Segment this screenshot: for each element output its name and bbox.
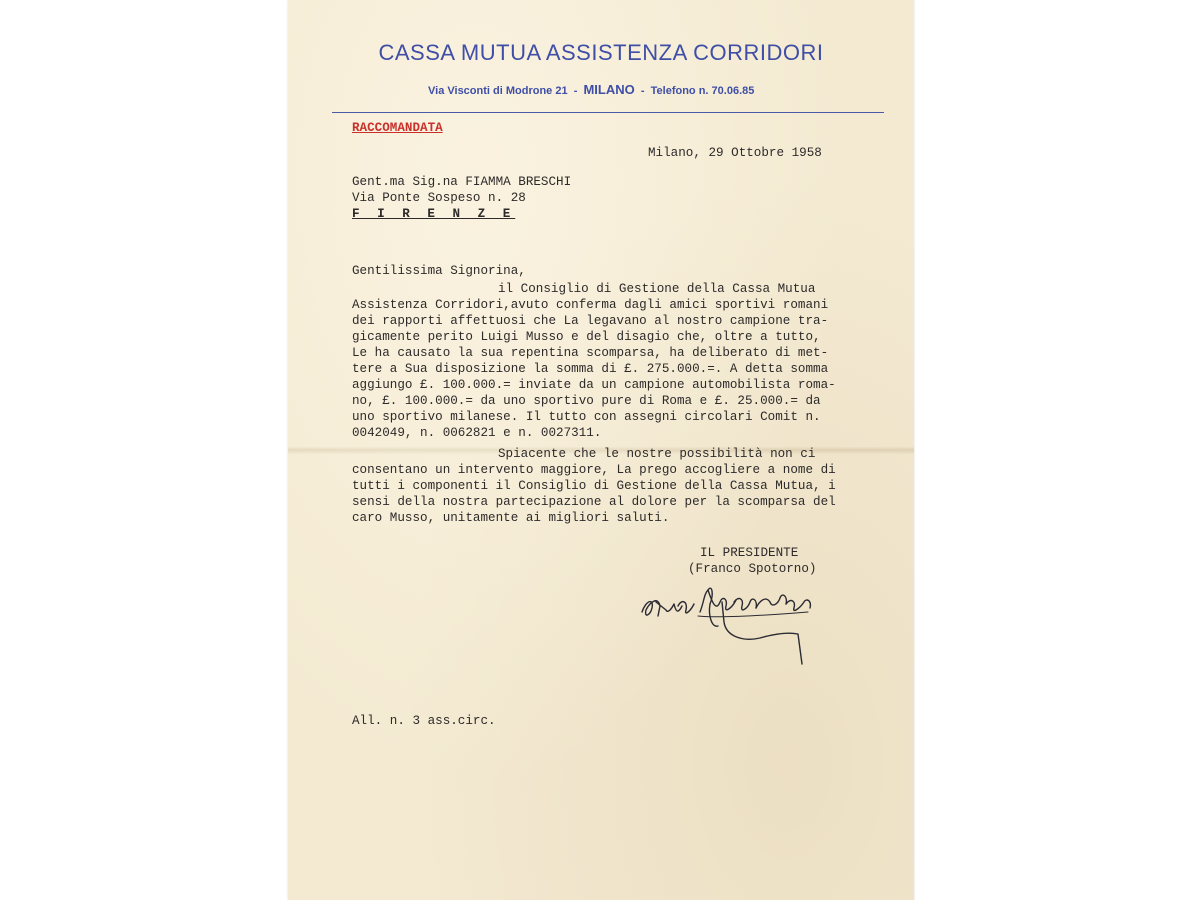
paragraph-1-line: Assistenza Corridori,avuto conferma dagli amici sportivi romani: [352, 298, 829, 312]
paragraph-1-line: no, £. 100.000.= da uno sportivo pure di Roma e £. 25.000.= da: [352, 394, 821, 408]
recipient-street: Via Ponte Sospeso n. 28: [352, 191, 526, 205]
paragraph-2-line: Spiacente che le nostre possibilità non ci: [498, 447, 816, 461]
paragraph-1-line: Le ha causato la sua repentina scomparsa, ha deliberato di met-: [352, 346, 829, 360]
salutation: Gentilissima Signorina,: [352, 264, 526, 278]
paragraph-1-line: uno sportivo milanese. Il tutto con assegni circolari Comit n.: [352, 410, 821, 424]
paragraph-1-line: tere a Sua disposizione la somma di £. 275.000.=. A detta somma: [352, 362, 829, 376]
paragraph-1-line: dei rapporti affettuosi che La legavano al nostro campione tra-: [352, 314, 829, 328]
paragraph-1-line: gicamente perito Luigi Musso e del disagio che, oltre a tutto,: [352, 330, 821, 344]
letterhead-phone: Telefono n. 70.06.85: [650, 85, 755, 97]
letterhead-divider: [332, 112, 884, 113]
letter-sheet: [288, 0, 914, 900]
closing-name: (Franco Spotorno): [688, 562, 817, 576]
paragraph-2-line: tutti i componenti il Consiglio di Gestione della Cassa Mutua, i: [352, 479, 836, 493]
letterhead-address: Via Visconti di Modrone 21: [428, 85, 568, 97]
paragraph-1-line: aggiungo £. 100.000.= inviate da un campione automobilista roma-: [352, 378, 836, 392]
paragraph-2-line: caro Musso, unitamente ai migliori saluti.: [352, 511, 670, 525]
recipient-name: Gent.ma Sig.na FIAMMA BRESCHI: [352, 175, 572, 189]
letterhead-city: MILANO: [583, 82, 635, 97]
closing-role: IL PRESIDENTE: [700, 546, 799, 560]
letterhead-address-line: Via Visconti di Modrone 21 - MILANO - Telefono n. 70.06.85: [428, 82, 755, 97]
recipient-city: F I R E N Z E: [352, 207, 516, 221]
paragraph-1-line: il Consiglio di Gestione della Cassa Mutua: [498, 282, 816, 296]
enclosure-note: All. n. 3 ass.circ.: [352, 714, 496, 728]
paragraph-2-line: consentano un intervento maggiore, La prego accogliere a nome di: [352, 463, 836, 477]
paragraph-1-line: 0042049, n. 0062821 e n. 0027311.: [352, 426, 602, 440]
date-line: Milano, 29 Ottobre 1958: [648, 146, 822, 160]
letterhead-title: CASSA MUTUA ASSISTENZA CORRIDORI: [378, 40, 824, 65]
registered-mail-stamp: RACCOMANDATA: [352, 121, 443, 135]
handwritten-signature: [638, 572, 828, 672]
paragraph-2-line: sensi della nostra partecipazione al dolore per la scomparsa del: [352, 495, 836, 509]
